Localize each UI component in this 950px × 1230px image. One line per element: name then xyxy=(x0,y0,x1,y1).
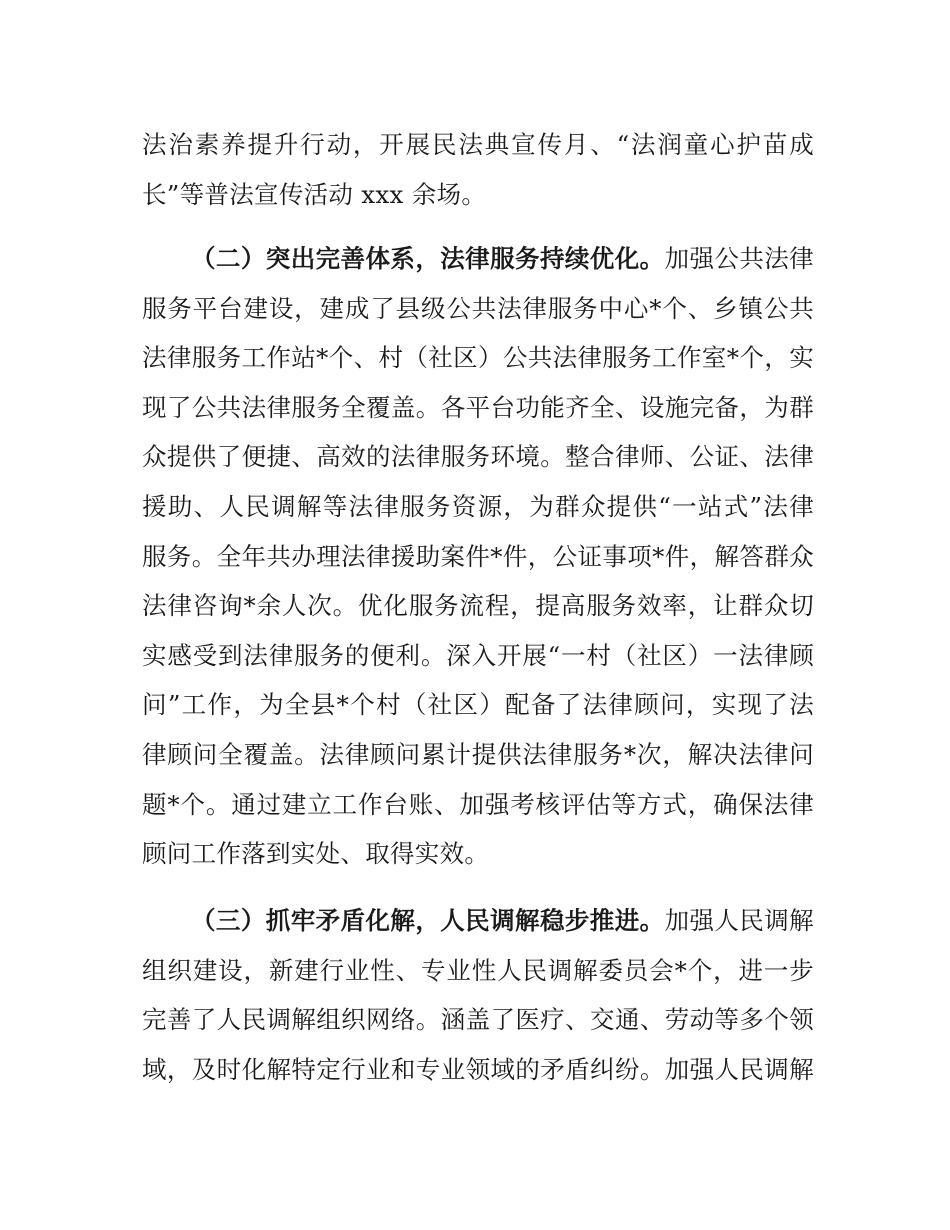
text-line: 题*个。通过建立工作台账、加强考核评估等方式，确保法律 xyxy=(142,789,814,819)
text-line: 律顾问全覆盖。法律顾问累计提供法律服务*次，解决法律问 xyxy=(142,739,814,769)
paragraph-first-line xyxy=(142,234,814,284)
text-line: 众提供了便捷、高效的法律服务环境。整合律师、公证、法律 xyxy=(142,442,814,472)
section-heading: （三）抓牢矛盾化解，人民调解稳步推进。 xyxy=(191,906,665,935)
text-line: 援助、人民调解等法律服务资源，为群众提供“一站式”法律 xyxy=(142,491,814,521)
text-line: 长”等普法宣传活动 xxx 余场。 xyxy=(142,179,487,209)
text-line: 域，及时化解特定行业和专业领域的矛盾纠纷。加强人民调解 xyxy=(142,1054,814,1084)
text-line: 法律服务工作站*个、村（社区）公共法律服务工作室*个，实 xyxy=(142,343,814,373)
paragraph-first-line xyxy=(142,896,814,946)
text-line: 服务。全年共办理法律援助案件*件，公证事项*件，解答群众 xyxy=(142,541,814,571)
text-line: 组织建设，新建行业性、专业性人民调解委员会*个，进一步 xyxy=(142,955,814,985)
text-run: 加强公共法律 xyxy=(664,244,814,273)
section-heading: （二）突出完善体系，法律服务持续优化。 xyxy=(191,244,665,273)
paragraph-mediation xyxy=(142,896,814,1094)
text-line: 法治素养提升行动，开展民法典宣传月、“法润童心护苗成 xyxy=(142,130,814,159)
text-line: 完善了人民调解组织网络。涵盖了医疗、交通、劳动等多个领 xyxy=(142,1005,814,1035)
text-line: 法律咨询*余人次。优化服务流程，提高服务效率，让群众切 xyxy=(142,591,814,621)
text-line: 实感受到法律服务的便利。深入开展“一村（社区）一法律顾 xyxy=(142,640,814,670)
text-run: 加强人民调解 xyxy=(664,906,814,935)
paragraph-legal-services xyxy=(142,234,814,879)
text-line: 顾问工作落到实处、取得实效。 xyxy=(142,839,490,869)
text-line: 服务平台建设，建成了县级公共法律服务中心*个、乡镇公共 xyxy=(142,293,814,323)
text-line: 问”工作，为全县*个村（社区）配备了法律顾问，实现了法 xyxy=(142,690,814,720)
text-line: 现了公共法律服务全覆盖。各平台功能齐全、设施完备，为群 xyxy=(142,392,814,422)
paragraph-continuation xyxy=(142,120,814,219)
